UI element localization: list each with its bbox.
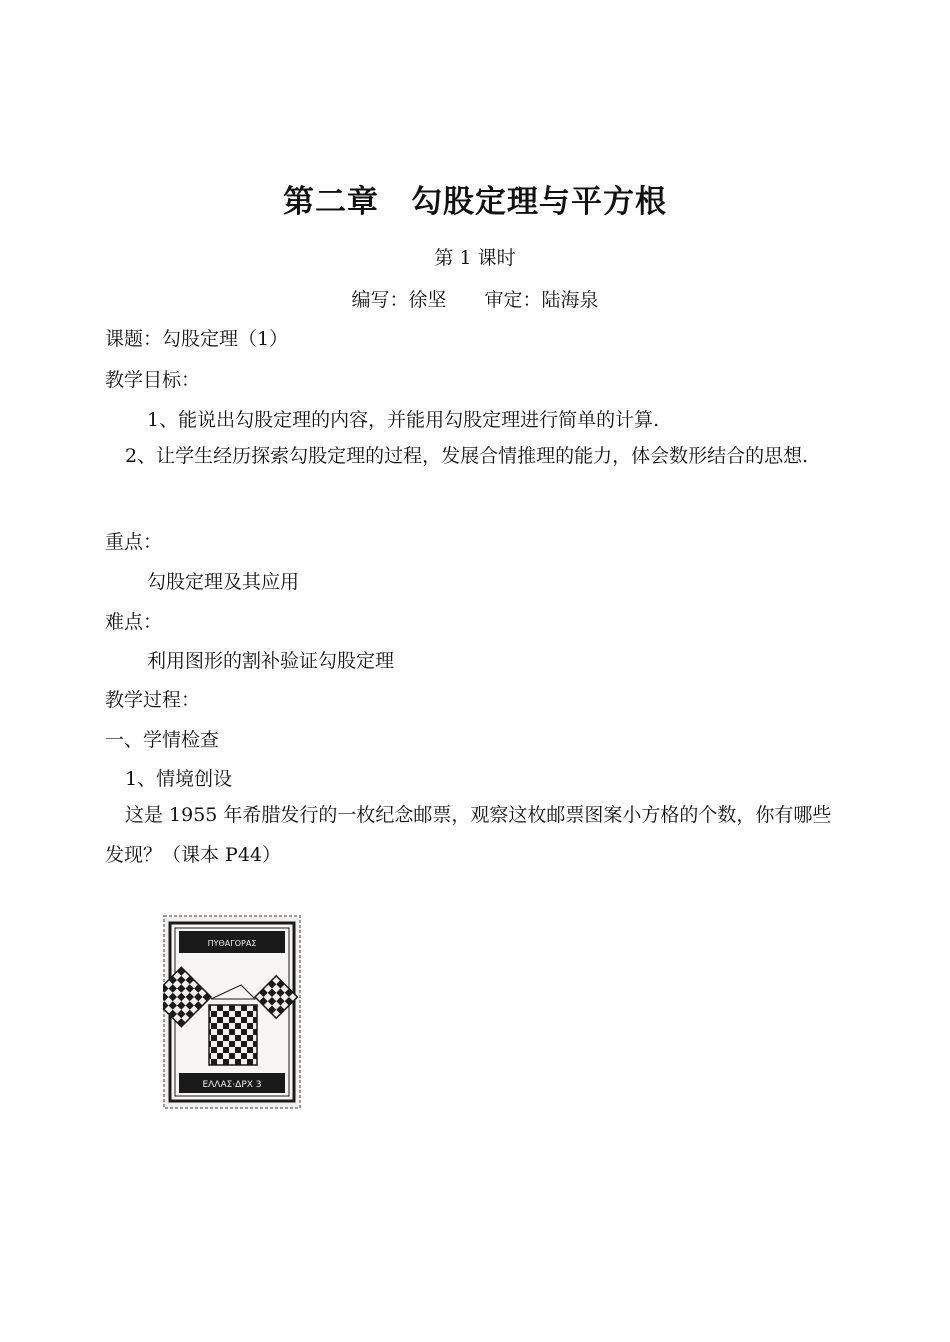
lesson-number: 第 1 课时 (434, 247, 516, 269)
subsection-heading: 1、情境创设 (125, 768, 233, 790)
stamp-bottom-text: ΕΛΛΑΣ·ΔΡΧ 3 (202, 1080, 262, 1090)
chapter-title: 第二章 勾股定理与平方根 (283, 184, 667, 220)
difficulty-text: 利用图形的割补验证勾股定理 (147, 650, 395, 672)
goal-2: 2、让学生经历探索勾股定理的过程，发展合情推理的能力，体会数形结合的思想. (125, 445, 809, 467)
difficulty-heading: 难点： (105, 611, 163, 633)
key-text: 勾股定理及其应用 (147, 571, 300, 593)
stamp-top-text: ΠΥΘΑΓΟΡΑΣ (207, 939, 257, 948)
pythagoras-stamp-image (163, 915, 301, 1109)
process-heading: 教学过程： (105, 689, 201, 711)
authors-line: 编写：徐坚 审定：陆海泉 (351, 289, 599, 311)
intro-paragraph: 这是 1955 年希腊发行的一枚纪念邮票，观察这枚邮票图案小方格的个数，你有哪些发现？（课本 P44） (105, 804, 832, 866)
key-heading: 重点： (105, 531, 163, 553)
section-heading: 一、学情检查 (105, 729, 220, 751)
goals-heading: 教学目标： (105, 369, 201, 391)
topic-line: 课题：勾股定理（1） (105, 328, 289, 350)
goal-1: 1、能说出勾股定理的内容，并能用勾股定理进行简单的计算. (147, 409, 660, 431)
